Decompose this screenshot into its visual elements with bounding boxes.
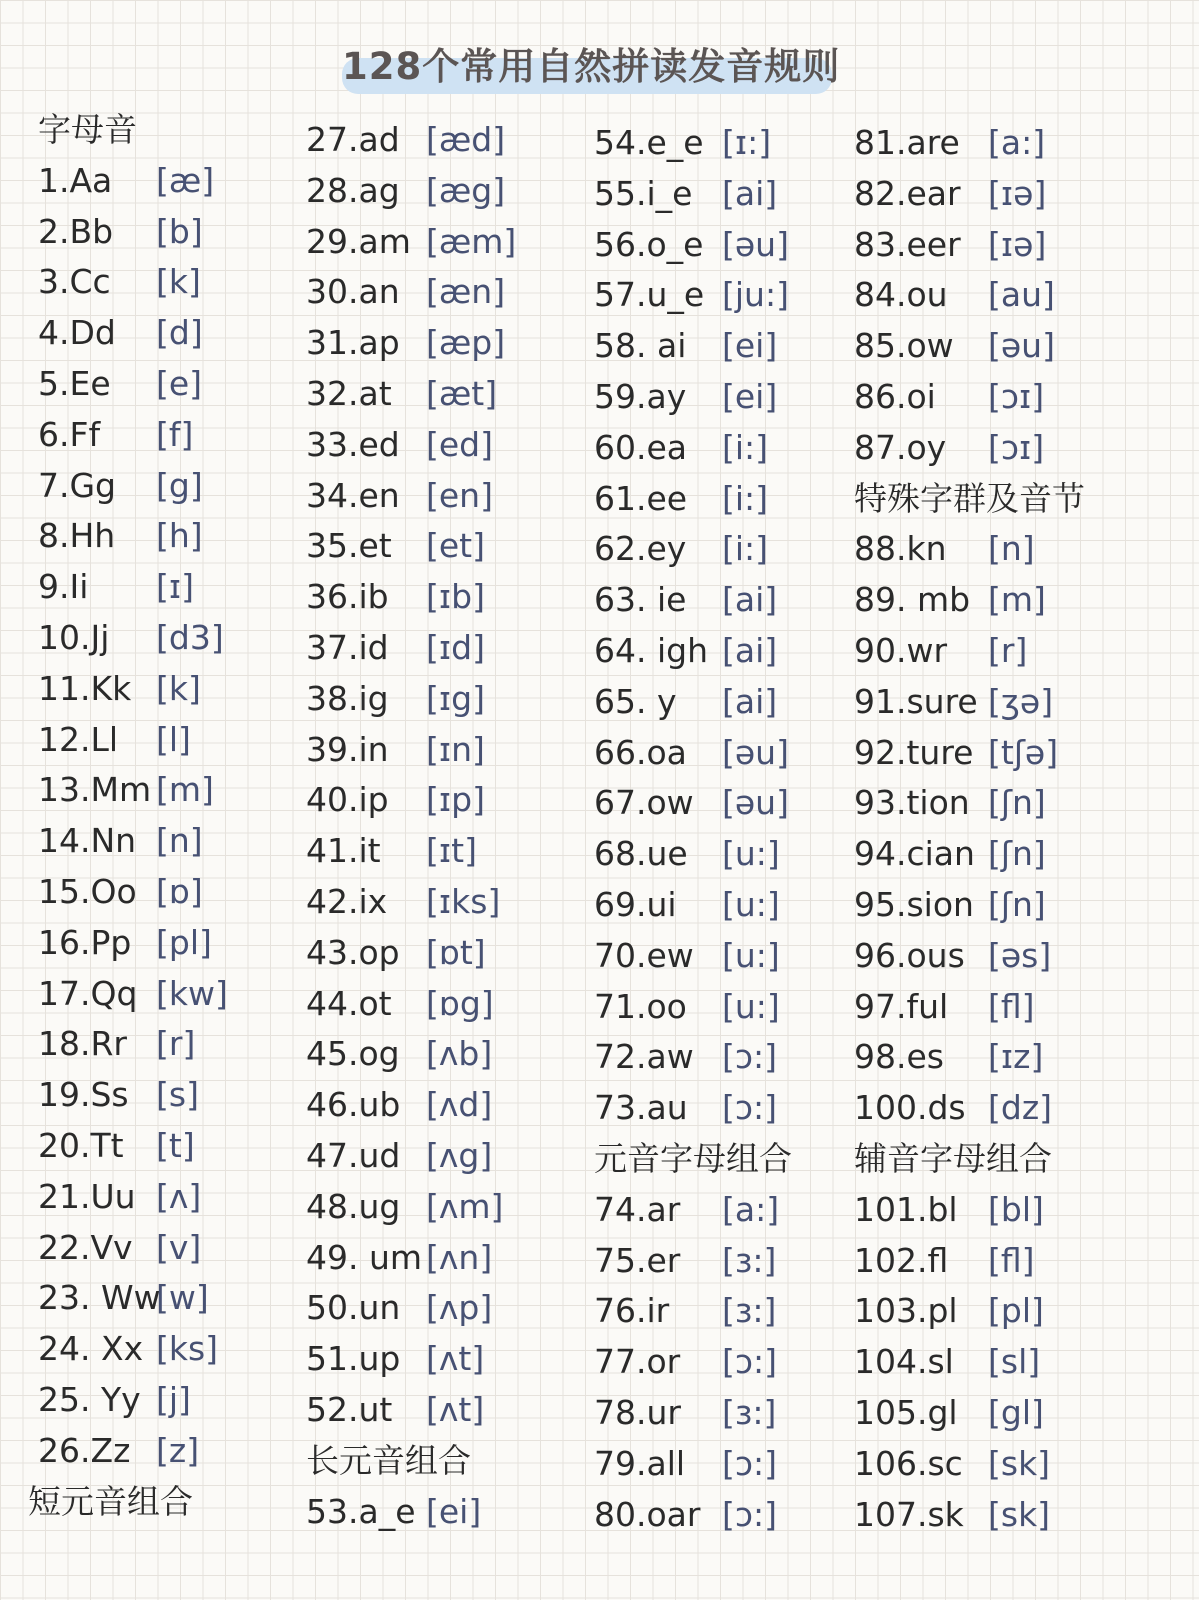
phonetic-symbol: [en] [426, 476, 493, 515]
letter-combination: 32.at [306, 374, 392, 413]
letter-combination: 75.er [594, 1241, 681, 1280]
letter-combination: 64. igh [594, 631, 709, 670]
letter-combination: 14.Nn [38, 821, 137, 860]
letter-combination: 56.o_e [594, 225, 704, 264]
letter-combination: 86.oi [854, 377, 936, 416]
phonetic-symbol: [fl] [988, 1241, 1035, 1280]
phonetic-symbol: [fl] [988, 987, 1035, 1026]
letter-combination: 41.it [306, 831, 381, 870]
letter-combination: 47.ud [306, 1136, 401, 1175]
letter-combination: 101.bl [854, 1190, 958, 1229]
phonetic-symbol: [ei] [426, 1492, 482, 1531]
letter-combination: 26.Zz [38, 1431, 131, 1470]
letter-combination: 67.ow [594, 783, 694, 822]
letter-combination: 97.ful [854, 987, 949, 1026]
letter-combination: 5.Ee [38, 364, 111, 403]
phonetic-symbol: [æ] [156, 161, 215, 200]
phonetic-symbol: [ɔ:] [722, 1495, 777, 1534]
letter-combination: 72.aw [594, 1037, 694, 1076]
letter-combination: 80.oar [594, 1495, 701, 1534]
letter-combination: 103.pl [854, 1291, 958, 1330]
letter-combination: 83.eer [854, 225, 961, 264]
phonetic-symbol: [m] [988, 580, 1046, 619]
phonetic-symbol: [pl] [156, 923, 212, 962]
letter-combination: 35.et [306, 526, 392, 565]
letter-combination: 19.Ss [38, 1075, 129, 1114]
section-heading: 特殊字群及音节 [854, 479, 1085, 518]
phonetic-symbol: [s] [156, 1075, 199, 1114]
letter-combination: 87.oy [854, 428, 947, 467]
phonetic-symbol: [t] [156, 1126, 195, 1165]
phonetic-symbol: [sk] [988, 1495, 1051, 1534]
phonetic-symbol: [əu] [722, 733, 789, 772]
letter-combination: 68.ue [594, 834, 688, 873]
phonetic-symbol: [l] [156, 720, 191, 759]
letter-combination: 98.es [854, 1037, 944, 1076]
letter-combination: 20.Tt [38, 1126, 124, 1165]
letter-combination: 85.ow [854, 326, 954, 365]
phonetic-symbol: [ɪz] [988, 1037, 1044, 1076]
letter-combination: 42.ix [306, 882, 388, 921]
letter-combination: 92.ture [854, 733, 974, 772]
phonetic-symbol: [ai] [722, 682, 778, 721]
letter-combination: 12.Ll [38, 720, 119, 759]
phonetic-symbol: [ʌt] [426, 1339, 485, 1378]
letter-combination: 60.ea [594, 428, 688, 467]
letter-combination: 58. ai [594, 326, 687, 365]
phonetic-symbol: [ʌm] [426, 1187, 504, 1226]
phonetic-symbol: [ʌb] [426, 1034, 493, 1073]
phonetic-symbol: [ʒə] [988, 682, 1054, 721]
letter-combination: 23. Ww [38, 1278, 161, 1317]
phonetic-symbol: [ɪks] [426, 882, 501, 921]
phonetic-symbol: [k] [156, 262, 201, 301]
phonetic-symbol: [a:] [988, 123, 1046, 162]
phonetic-symbol: [k] [156, 669, 201, 708]
phonetic-symbol: [ɪt] [426, 831, 477, 870]
letter-combination: 3.Cc [38, 262, 111, 301]
phonetic-symbol: [sk] [988, 1444, 1051, 1483]
phonetic-symbol: [ju:] [722, 275, 789, 314]
letter-combination: 50.un [306, 1288, 401, 1327]
title-banner [342, 36, 841, 96]
letter-combination: 29.am [306, 222, 411, 261]
phonetic-symbol: [ai] [722, 580, 778, 619]
letter-combination: 59.ay [594, 377, 687, 416]
phonetic-symbol: [ɔ:] [722, 1444, 777, 1483]
letter-combination: 105.gl [854, 1393, 958, 1432]
letter-combination: 11.Kk [38, 669, 132, 708]
phonetic-symbol: [ɪə] [988, 174, 1047, 213]
letter-combination: 28.ag [306, 171, 400, 210]
letter-combination: 107.sk [854, 1495, 964, 1534]
letter-combination: 76.ir [594, 1291, 670, 1330]
letter-combination: 91.sure [854, 682, 978, 721]
phonetic-symbol: [u:] [722, 936, 780, 975]
phonetic-symbol: [ɔɪ] [988, 377, 1045, 416]
letter-combination: 65. y [594, 682, 677, 721]
phonetic-symbol: [w] [156, 1278, 209, 1317]
phonetic-symbol: [ʌg] [426, 1136, 493, 1175]
phonetic-symbol: [əu] [722, 783, 789, 822]
letter-combination: 77.or [594, 1342, 681, 1381]
letter-combination: 55.i_e [594, 174, 693, 213]
phonetic-symbol: [ks] [156, 1329, 219, 1368]
section-heading: 元音字母组合 [594, 1139, 792, 1178]
phonetic-symbol: [ʌt] [426, 1390, 485, 1429]
phonetic-symbol: [g] [156, 466, 203, 505]
letter-combination: 17.Qq [38, 974, 138, 1013]
letter-combination: 70.ew [594, 936, 694, 975]
phonetic-symbol: [ai] [722, 174, 778, 213]
phonetic-symbol: [ʃn] [988, 834, 1046, 873]
letter-combination: 84.ou [854, 275, 948, 314]
letter-combination: 102.fl [854, 1241, 949, 1280]
letter-combination: 57.u_e [594, 275, 705, 314]
phonetic-symbol: [bl] [988, 1190, 1044, 1229]
phonetic-symbol: [ʌn] [426, 1238, 493, 1277]
letter-combination: 37.id [306, 628, 389, 667]
letter-combination: 8.Hh [38, 516, 116, 555]
letter-combination: 40.ip [306, 780, 389, 819]
letter-combination: 21.Uu [38, 1177, 136, 1216]
phonetic-symbol: [r] [156, 1024, 196, 1063]
phonetic-symbol: [e] [156, 364, 203, 403]
letter-combination: 66.oa [594, 733, 687, 772]
letter-combination: 79.all [594, 1444, 686, 1483]
phonetic-symbol: [z] [156, 1431, 200, 1470]
phonetic-symbol: [ɪ] [156, 567, 195, 606]
letter-combination: 30.an [306, 272, 400, 311]
letter-combination: 96.ous [854, 936, 965, 975]
letter-combination: 7.Gg [38, 466, 117, 505]
letter-combination: 24. Xx [38, 1329, 144, 1368]
phonetic-symbol: [ʌp] [426, 1288, 493, 1327]
phonetic-symbol: [au] [988, 275, 1055, 314]
letter-combination: 6.Ff [38, 415, 101, 454]
phonetic-symbol: [ɒg] [426, 984, 494, 1023]
letter-combination: 63. ie [594, 580, 687, 619]
letter-combination: 78.ur [594, 1393, 681, 1432]
phonetic-symbol: [ɔ:] [722, 1037, 777, 1076]
phonetic-symbol: [a:] [722, 1190, 780, 1229]
letter-combination: 71.oo [594, 987, 687, 1026]
letter-combination: 18.Rr [38, 1024, 127, 1063]
letter-combination: 4.Dd [38, 313, 116, 352]
phonetic-symbol: [tʃə] [988, 733, 1059, 772]
phonetic-symbol: [f] [156, 415, 194, 454]
letter-combination: 2.Bb [38, 212, 114, 251]
phonetic-symbol: [ʌd] [426, 1085, 493, 1124]
letter-combination: 94.cian [854, 834, 975, 873]
section-heading: 字母音 [38, 110, 137, 149]
letter-combination: 69.ui [594, 885, 677, 924]
phonetic-symbol: [æp] [426, 323, 506, 362]
phonetic-symbol: [gl] [988, 1393, 1044, 1432]
letter-combination: 16.Pp [38, 923, 132, 962]
phonetic-symbol: [kw] [156, 974, 228, 1013]
letter-combination: 74.ar [594, 1190, 681, 1229]
letter-combination: 22.Vv [38, 1228, 133, 1267]
phonetic-symbol: [ai] [722, 631, 778, 670]
phonetic-symbol: [ɔ:] [722, 1088, 777, 1127]
phonetic-symbol: [æg] [426, 171, 506, 210]
letter-combination: 88.kn [854, 529, 947, 568]
phonetic-symbol: [j] [156, 1380, 191, 1419]
phonetic-symbol: [v] [156, 1228, 202, 1267]
letter-combination: 100.ds [854, 1088, 966, 1127]
phonetic-symbol: [æn] [426, 272, 506, 311]
phonetic-symbol: [u:] [722, 834, 780, 873]
phonetic-symbol: [ɒ] [156, 872, 203, 911]
letter-combination: 13.Mm [38, 770, 152, 809]
phonetic-symbol: [ɜ:] [722, 1291, 777, 1330]
phonetic-symbol: [n] [156, 821, 203, 860]
phonetic-symbol: [d3] [156, 618, 224, 657]
letter-combination: 38.ig [306, 679, 389, 718]
letter-combination: 25. Yy [38, 1380, 141, 1419]
phonetic-symbol: [ɪd] [426, 628, 485, 667]
letter-combination: 15.Oo [38, 872, 137, 911]
letter-combination: 82.ear [854, 174, 961, 213]
phonetic-symbol: [dz] [988, 1088, 1053, 1127]
letter-combination: 33.ed [306, 425, 400, 464]
letter-combination: 10.Jj [38, 618, 110, 657]
phonetic-symbol: [ʃn] [988, 885, 1046, 924]
letter-combination: 95.sion [854, 885, 974, 924]
letter-combination: 104.sl [854, 1342, 954, 1381]
phonetic-symbol: [ɪn] [426, 730, 485, 769]
letter-combination: 81.are [854, 123, 960, 162]
letter-combination: 49. um [306, 1238, 423, 1277]
phonetic-symbol: [b] [156, 212, 203, 251]
phonetic-symbol: [æd] [426, 120, 506, 159]
phonetic-symbol: [æm] [426, 222, 517, 261]
section-heading: 短元音组合 [28, 1482, 193, 1521]
letter-combination: 44.ot [306, 984, 392, 1023]
phonetic-symbol: [ed] [426, 425, 493, 464]
letter-combination: 93.tion [854, 783, 970, 822]
phonetic-symbol: [ɪg] [426, 679, 485, 718]
letter-combination: 43.op [306, 933, 400, 972]
letter-combination: 73.au [594, 1088, 688, 1127]
phonetic-symbol: [ɪ:] [722, 123, 772, 162]
letter-combination: 9.Ii [38, 567, 89, 606]
phonetic-symbol: [ɪb] [426, 577, 485, 616]
letter-combination: 90.wr [854, 631, 948, 670]
phonetic-symbol: [et] [426, 526, 485, 565]
phonetic-symbol: [d] [156, 313, 203, 352]
phonetic-symbol: [ei] [722, 377, 778, 416]
letter-combination: 52.ut [306, 1390, 393, 1429]
phonetic-symbol: [i:] [722, 529, 769, 568]
phonetic-symbol: [n] [988, 529, 1035, 568]
letter-combination: 36.ib [306, 577, 389, 616]
phonetic-symbol: [əu] [722, 225, 789, 264]
letter-combination: 62.ey [594, 529, 687, 568]
phonetic-symbol: [ɔɪ] [988, 428, 1045, 467]
letter-combination: 89. mb [854, 580, 971, 619]
phonetic-symbol: [u:] [722, 885, 780, 924]
letter-combination: 45.og [306, 1034, 400, 1073]
letter-combination: 48.ug [306, 1187, 401, 1226]
phonetic-symbol: [u:] [722, 987, 780, 1026]
phonetic-symbol: [i:] [722, 428, 769, 467]
letter-combination: 61.ee [594, 479, 688, 518]
phonetic-symbol: [sl] [988, 1342, 1041, 1381]
phonetic-symbol: [i:] [722, 479, 769, 518]
phonetic-symbol: [h] [156, 516, 203, 555]
letter-combination: 53.a_e [306, 1492, 416, 1531]
phonetic-symbol: [əs] [988, 936, 1052, 975]
phonetic-symbol: [æt] [426, 374, 498, 413]
phonetic-symbol: [ʃn] [988, 783, 1046, 822]
phonetic-symbol: [r] [988, 631, 1028, 670]
letter-combination: 27.ad [306, 120, 400, 159]
phonetic-symbol: [əu] [988, 326, 1055, 365]
phonetic-symbol: [m] [156, 770, 214, 809]
page-title: 128个常用自然拼读发音规则 [342, 45, 841, 88]
phonetic-symbol: [ɪə] [988, 225, 1047, 264]
phonetic-symbol: [ɜ:] [722, 1393, 777, 1432]
letter-combination: 31.ap [306, 323, 400, 362]
phonetic-symbol: [ɒt] [426, 933, 486, 972]
letter-combination: 1.Aa [38, 161, 113, 200]
phonetic-symbol: [ɪp] [426, 780, 485, 819]
phonetic-symbol: [ɔ:] [722, 1342, 777, 1381]
section-heading: 长元音组合 [306, 1441, 471, 1480]
phonetic-symbol: [ʌ] [156, 1177, 202, 1216]
letter-combination: 46.ub [306, 1085, 401, 1124]
letter-combination: 39.in [306, 730, 389, 769]
phonetic-symbol: [pl] [988, 1291, 1044, 1330]
section-heading: 辅音字母组合 [854, 1139, 1052, 1178]
phonetic-symbol: [ɜ:] [722, 1241, 777, 1280]
letter-combination: 34.en [306, 476, 400, 515]
letter-combination: 54.e_e [594, 123, 704, 162]
letter-combination: 51.up [306, 1339, 401, 1378]
letter-combination: 106.sc [854, 1444, 963, 1483]
phonetic-symbol: [ei] [722, 326, 778, 365]
